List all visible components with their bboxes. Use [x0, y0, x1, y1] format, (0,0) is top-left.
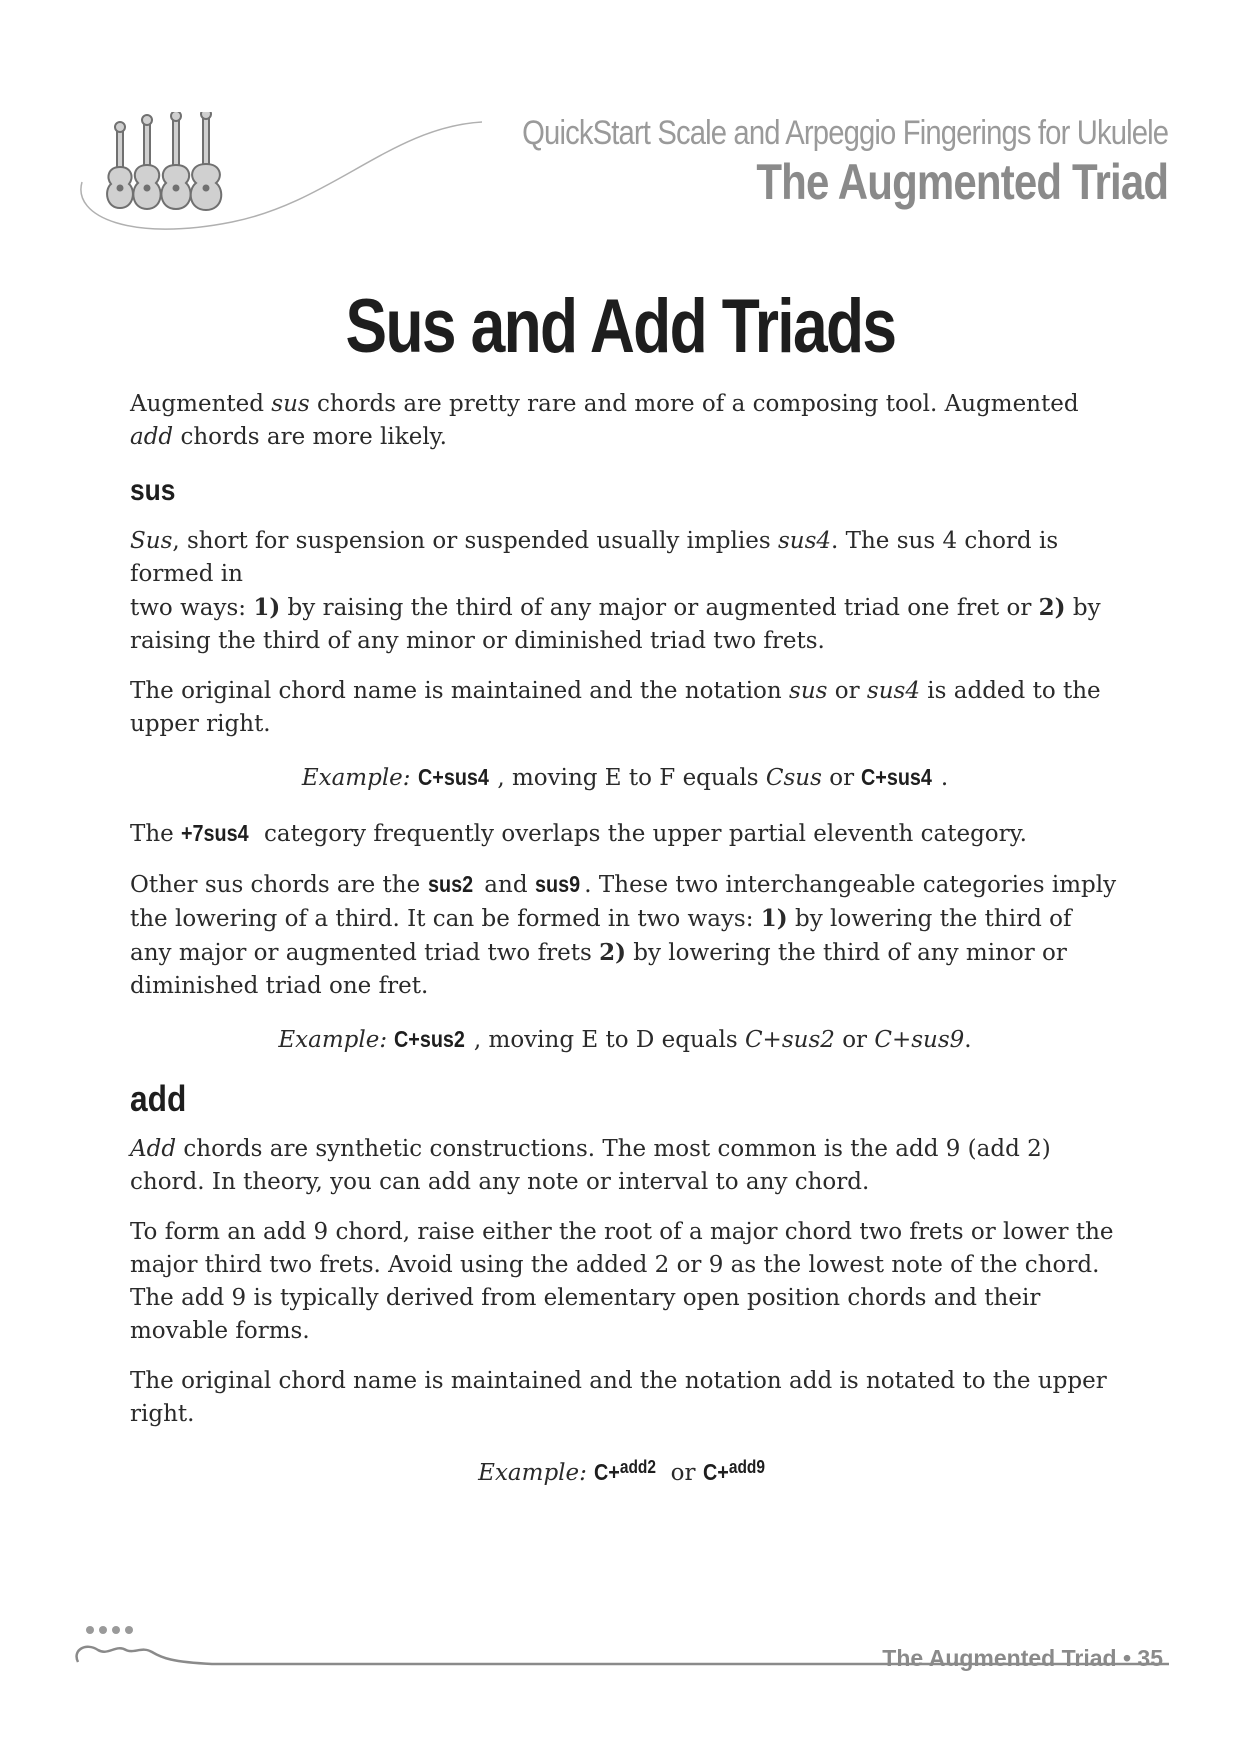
add-example: Example: C+$^{add2}$ or C+$^{add9}$ — [130, 1451, 1120, 1490]
body-content — [130, 388, 1120, 1512]
page-number: 35 — [1137, 1645, 1163, 1671]
chord-symbol: sus9 — [534, 871, 580, 897]
add-paragraph-3: The original chord name is maintained and the notation add is notated to the upper right. — [130, 1368, 1107, 1427]
book-series-title: QuickStart Scale and Arpeggio Fingerings for Ukulele — [521, 114, 1168, 152]
chord-symbol: C+sus4 — [861, 764, 933, 790]
page-footer — [882, 1644, 1163, 1672]
footer-chapter: The Augmented Triad — [882, 1645, 1117, 1671]
chord-symbol: C+sus2 — [394, 1026, 466, 1052]
sus-paragraph-1: Sus, short for suspension or suspended usually implies sus4. The sus 4 chord is formed in two ways: 1) by raising the third of any major or augmented triad one fret or 2) by raising the third of any minor or diminished triad two frets. — [130, 528, 1101, 654]
add-paragraph-1: Add chords are synthetic constructions. The most common is the add 9 (add 2) chord. In theory, you can add any note or interval to any chord. — [130, 1136, 1051, 1195]
intro-paragraph: Augmented sus chords are pretty rare and more of a composing tool. Augmented add chords are more likely. — [130, 391, 1079, 450]
sus-example-2: Example: C+sus2 , moving E to D equals C+sus2 or C+sus9. — [130, 1023, 1120, 1057]
footer-separator: • — [1122, 1645, 1132, 1671]
section-heading-sus: sus — [130, 474, 176, 507]
chord-symbol: C+$^{add9}$ — [702, 1457, 765, 1485]
page-title: Sus and Add Triads — [345, 284, 896, 369]
chord-symbol: sus2 — [427, 871, 473, 897]
chapter-title: The Augmented Triad — [756, 154, 1168, 210]
sus-paragraph-4: Other sus chords are the sus2 and sus9 . These two interchangeable categories imply the lowering of a third. It can be formed in two ways: 1) by lowering the third of any major or augmented triad two frets 2) by lowering the third of any minor or diminished triad one fret. — [130, 868, 1120, 1003]
sus-example-1: Example: C+sus4 , moving E to F equals Csus or C+sus4 . — [130, 761, 1120, 795]
add-paragraph-2: To form an add 9 chord, raise either the root of a major chord two frets or lower the major third two frets. Avoid using the added 2 or 9 as the lowest note of the chord. The add 9 is typically derived from elementary open position chords and their movable forms. — [130, 1219, 1114, 1344]
sus-paragraph-2: The original chord name is maintained and the notation sus or sus4 is added to the upper right. — [130, 678, 1101, 737]
sus-paragraph-3: The +7sus4 category frequently overlaps the upper partial eleventh category. — [130, 817, 1120, 851]
chord-symbol: +7sus4 — [181, 820, 249, 846]
chord-symbol: C+$^{add2}$ — [594, 1457, 657, 1485]
section-heading-add: add — [130, 1078, 187, 1119]
chord-symbol: C+sus4 — [417, 764, 489, 790]
running-header — [417, 112, 1168, 210]
